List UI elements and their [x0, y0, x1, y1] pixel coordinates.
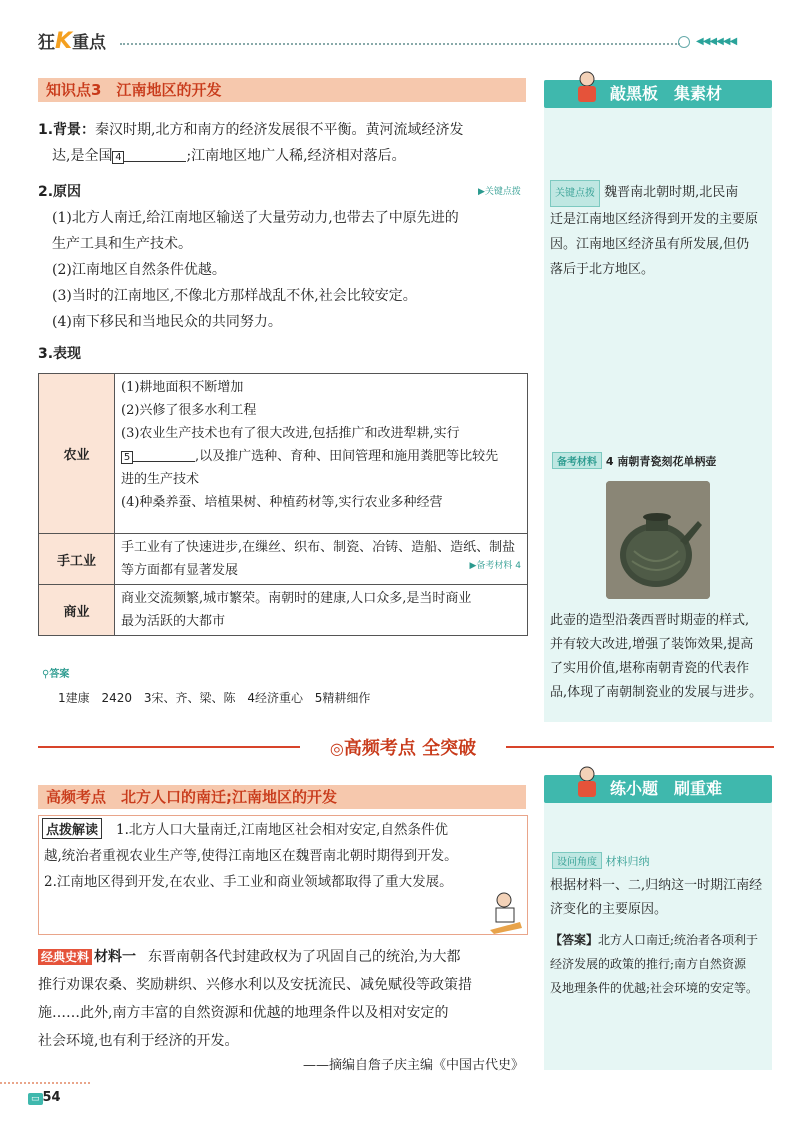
table-row-commerce — [39, 585, 528, 636]
sidebar-1-title: 敲黑板 集素材 — [610, 84, 723, 103]
answer-line: 北方人口南迁;统治者各项利于 — [598, 933, 759, 947]
sidebar-2-title: 练小题 刷重难 — [610, 779, 723, 798]
banner-text: 高频考点 全突破 — [343, 738, 477, 759]
reason-item: 生产工具和生产技术。 — [52, 236, 192, 252]
material-line: 此壶的造型沿袭西晋时期壶的样式, — [550, 613, 750, 628]
material-source: ——摘编自詹子庆主编《中国古代史》 — [302, 1058, 524, 1073]
page-number-text: 54 — [42, 1090, 61, 1105]
answer-item: 1建康 — [58, 691, 90, 705]
material-line: 东晋南朝各代封建政权为了巩固自己的统治,为大都 — [148, 949, 461, 965]
key-text-line: 迁是江南地区经济得到开发的主要原 — [550, 212, 759, 227]
material-line: 并有较大改进,增强了装饰效果,提高 — [550, 637, 754, 652]
agri-label: 农业 — [39, 374, 115, 534]
comm-content — [115, 585, 528, 636]
reason-list — [52, 205, 532, 335]
material-line: 了实用价值,堪称南朝青瓷的代表作 — [550, 661, 750, 676]
header-arrows-icon: ◀◀◀◀◀◀ — [696, 36, 737, 47]
teacher-icon — [572, 70, 602, 104]
material-line: 社会环境,也有利于经济的开发。 — [38, 1033, 239, 1049]
question-line: 根据材料一、二,归纳这一时期江南经 — [550, 878, 763, 893]
answer-label-text: 答案 — [49, 669, 70, 680]
angle-row — [552, 852, 650, 869]
material-title: 南朝青瓷刻花单柄壶 — [617, 455, 717, 468]
pot-illustration — [606, 481, 710, 599]
agri-line: 进的生产技术 — [121, 472, 200, 487]
agri-line: (2)兴修了很多水利工程 — [121, 403, 257, 418]
blank-number-4: 4 — [112, 151, 124, 164]
answer-item: 5精耕细作 — [314, 691, 371, 705]
agri-line: ,以及推广选种、育种、田间管理和施用粪肥等比较先 — [195, 449, 499, 464]
question-text — [550, 874, 770, 922]
handi-content — [115, 534, 528, 585]
reason-item: (4)南下移民和当地民众的共同努力。 — [52, 314, 282, 330]
answer-bracket-label: 【答案】 — [550, 933, 599, 947]
material-tag: 备考材料 — [552, 452, 602, 469]
agri-content — [115, 374, 528, 534]
performance-label: 3.表现 — [38, 346, 82, 362]
key-pointer-link[interactable]: ▶关键点拨 — [478, 187, 521, 197]
background-line2b: ;江南地区地广人稀,经济相对落后。 — [186, 148, 406, 164]
tip-text — [44, 817, 524, 895]
fill-blank-5 — [133, 446, 195, 462]
answer-text — [550, 928, 772, 1000]
agri-line: (1)耕地面积不断增加 — [121, 380, 244, 395]
material-num: 4 — [605, 455, 614, 468]
reason-item: (1)北方人南迁,给江南地区输送了大量劳动力,也带去了中原先进的 — [52, 210, 459, 226]
table-row-agriculture — [39, 374, 528, 534]
answer-item: 4经济重心 — [247, 691, 303, 705]
student-icon — [572, 765, 602, 799]
footer-dotted-line — [0, 1082, 90, 1084]
kp3-background — [38, 117, 528, 169]
agri-line: (3)农业生产技术也有了很大改进,包括推广和改进犁耕,实行 — [121, 426, 460, 441]
material-one-label: 材料一 — [94, 949, 137, 965]
reason-label: 2.原因 — [38, 184, 82, 200]
tip-line: 越,统治者重视农业生产等,使得江南地区在魏晋南北朝时期得到开发。 — [44, 848, 458, 864]
tip-line: 1.北方人口大量南迁,江南地区社会相对安定,自然条件优 — [116, 822, 448, 838]
logo-suffix: 重点 — [72, 33, 107, 53]
hf-title: 高频考点 北方人口的南迁;江南地区的开发 — [38, 785, 526, 809]
handi-line: 手工业有了快速进步,在缫丝、织布、制瓷、冶铸、造船、造纸、制盐 — [121, 540, 516, 555]
page-number — [28, 1090, 61, 1105]
bus-icon: ▭ — [28, 1093, 43, 1105]
material-description — [550, 609, 770, 705]
banner-line-right — [506, 746, 774, 748]
comm-line: 商业交流频繁,城市繁荣。南朝时的建康,人口众多,是当时商业 — [121, 591, 472, 606]
classic-label: 经典史料 — [38, 949, 92, 965]
fill-blank-4 — [124, 146, 186, 162]
comm-line: 最为活跃的大都市 — [121, 614, 226, 629]
material-line: 施……此外,南方丰富的自然资源和优越的地理条件以及相对安定的 — [38, 1005, 449, 1021]
background-line1: 秦汉时期,北方和南方的经济发展很不平衡。黄河流域经济发 — [95, 122, 464, 138]
material-pointer-link[interactable]: ▶备考材料 4 — [469, 561, 521, 571]
brand-logo — [38, 28, 106, 54]
logo-k: K — [55, 29, 73, 54]
banner-line-left — [38, 746, 300, 748]
agri-line: (4)种桑养蚕、培植果树、种植药材等,实行农业多种经营 — [121, 495, 443, 510]
angle-text: 材料归纳 — [605, 855, 650, 868]
answer-item: 2420 — [101, 691, 133, 705]
key-text-line: 因。江南地区经济虽有所发展,但仍 — [550, 237, 750, 252]
blank-number-5: 5 — [121, 451, 133, 464]
answer-label — [42, 665, 69, 680]
classic-material — [38, 943, 528, 1055]
answer-list — [58, 689, 370, 706]
key-text-line: 魏晋南北朝时期,北民南 — [604, 185, 739, 200]
banner — [300, 734, 506, 760]
sidebar-1-title-bar — [544, 80, 772, 108]
swirl-icon: ◎ — [329, 739, 344, 758]
reason-item: (3)当时的江南地区,不像北方那样战乱不休,社会比较安定。 — [52, 288, 417, 304]
header-dotted-line — [120, 43, 680, 45]
header-circle-icon — [678, 36, 690, 48]
background-line2a: 达,是全国 — [52, 148, 113, 164]
handi-line: 等方面都有显著发展 — [121, 563, 239, 578]
key-text-line: 落后于北方地区。 — [550, 262, 655, 277]
sidebar-panel-2 — [544, 775, 772, 1070]
sidebar-key-note — [550, 180, 768, 282]
reading-boy-icon — [486, 890, 526, 934]
logo-prefix: 狂 — [38, 33, 55, 53]
answer-line: 经济发展的政策的推行;南方自然资源 — [550, 957, 747, 971]
tip-label: 点拨解读 — [42, 818, 102, 839]
comm-label: 商业 — [39, 585, 115, 636]
angle-tag: 设问角度 — [552, 852, 602, 869]
answer-line: 及地理条件的优越;社会环境的安定等。 — [550, 981, 759, 995]
table-row-handicraft — [39, 534, 528, 585]
answer-item: 3宋、齐、梁、陈 — [143, 691, 236, 705]
material-line: 品,体现了南朝制瓷业的发展与进步。 — [550, 685, 763, 700]
key-icon: ⚲ — [42, 669, 50, 680]
background-label: 1.背景： — [38, 122, 96, 138]
performance-table — [38, 373, 528, 636]
celadon-pot-image — [606, 481, 710, 599]
sidebar-2-title-bar — [544, 775, 772, 803]
material-line: 推行劝课农桑、奖励耕织、兴修水利以及安抚流民、减免赋役等政策措 — [38, 977, 472, 993]
key-tag: 关键点拨 — [550, 180, 600, 207]
kp3-title: 知识点3 江南地区的开发 — [38, 78, 526, 102]
question-line: 济变化的主要原因。 — [550, 902, 668, 917]
reason-item: (2)江南地区自然条件优越。 — [52, 262, 226, 278]
material-heading — [552, 452, 716, 469]
tip-line: 2.江南地区得到开发,在农业、手工业和商业领域都取得了重大发展。 — [44, 874, 453, 890]
handi-label: 手工业 — [39, 534, 115, 585]
